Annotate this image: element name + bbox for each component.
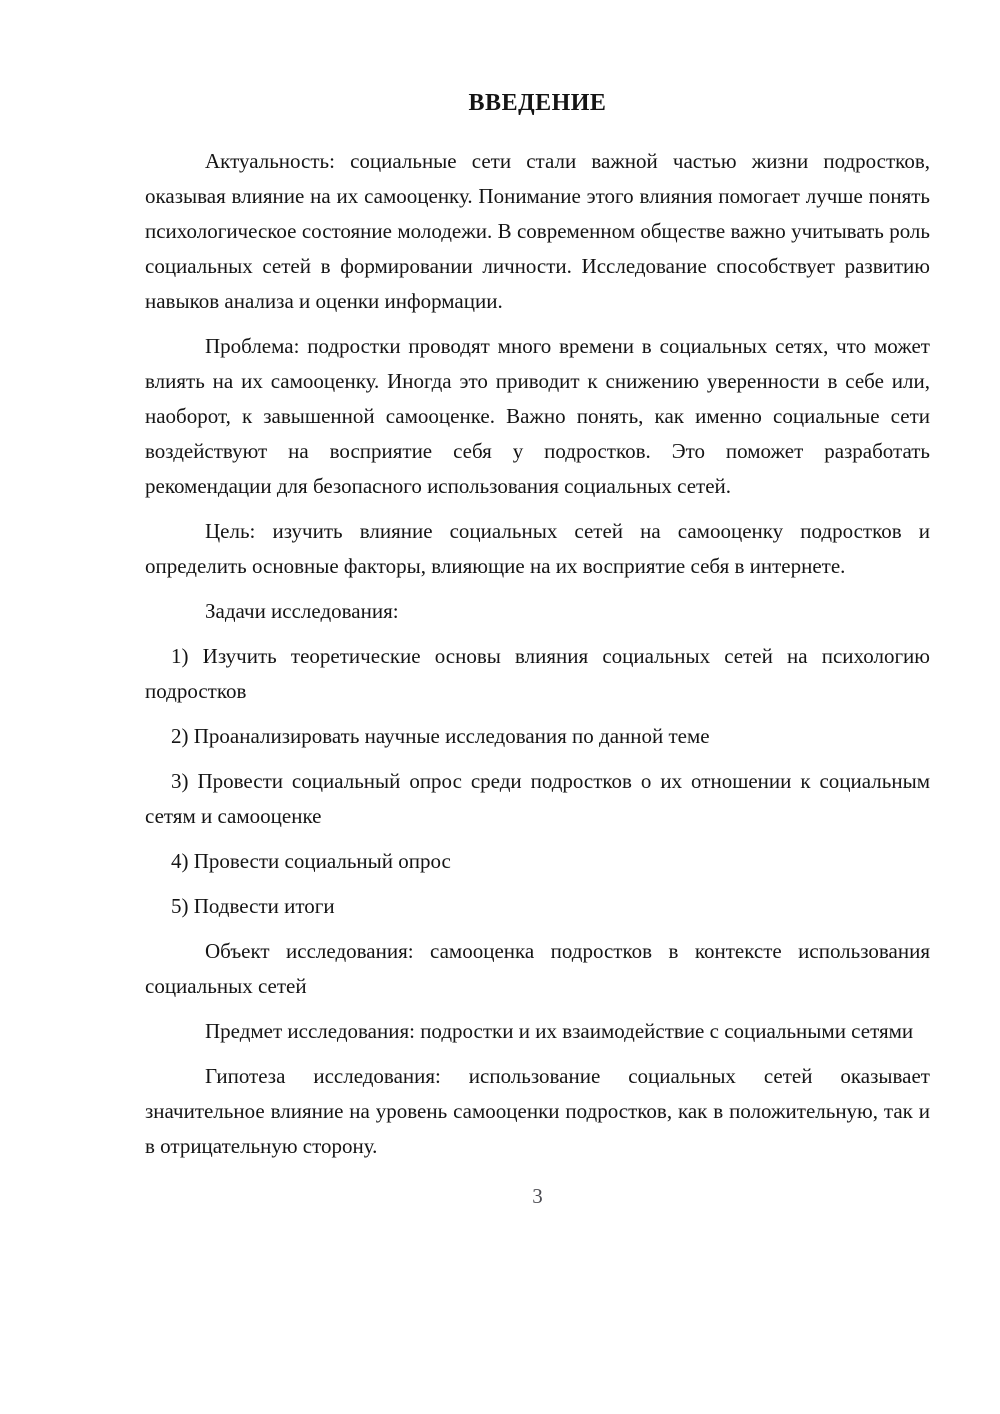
task-item-5: 5) Подвести итоги [171,894,335,918]
task-item-4: 4) Провести социальный опрос [171,849,451,873]
paragraph-goal: Цель: изучить влияние социальных сетей на самооценку подростков и определить основные факторы, влияющие на их восприятие себя в интернете. [145,519,930,578]
task-item-2: 2) Проанализировать научные исследования по данной теме [171,724,710,748]
paragraph-subject: Предмет исследования: подростки и их взаимодействие с социальными сетями [205,1019,914,1043]
task-item-1: 1) Изучить теоретические основы влияния социальных сетей на психологию подростков [145,644,930,703]
tasks-heading: Задачи исследования: [205,599,399,623]
paragraph-object: Объект исследования: самооценка подростков в контексте использования социальных сетей [145,939,930,998]
paragraph-problem: Проблема: подростки проводят много времени в социальных сетях, что может влиять на их самооценку. Иногда это приводит к снижению уверенности в себе или, наоборот, к завышенной самооценке. Важно понять, как именно социальные сети воздействуют на восприятие себя у подростков. Это поможет разработать рекомендации для безопасного использования социальных сетей. [145,334,930,498]
page-number: 3 [532,1184,543,1208]
page-title: ВВЕДЕНИЕ [468,90,607,116]
task-item-3: 3) Провести социальный опрос среди подростков о их отношении к социальным сетям и самооценке [145,769,930,828]
paragraph-hypothesis: Гипотеза исследования: использование социальных сетей оказывает значительное влияние на уровень самооценки подростков, как в положительную, так и в отрицательную сторону. [145,1064,930,1158]
paragraph-relevance: Актуальность: социальные сети стали важной частью жизни подростков, оказывая влияние на их самооценку. Понимание этого влияния помогает лучше понять психологическое состояние молодежи. В современном обществе важно учитывать роль социальных сетей в формировании личности. Исследование способствует развитию навыков анализа и оценки информации. [145,149,930,313]
